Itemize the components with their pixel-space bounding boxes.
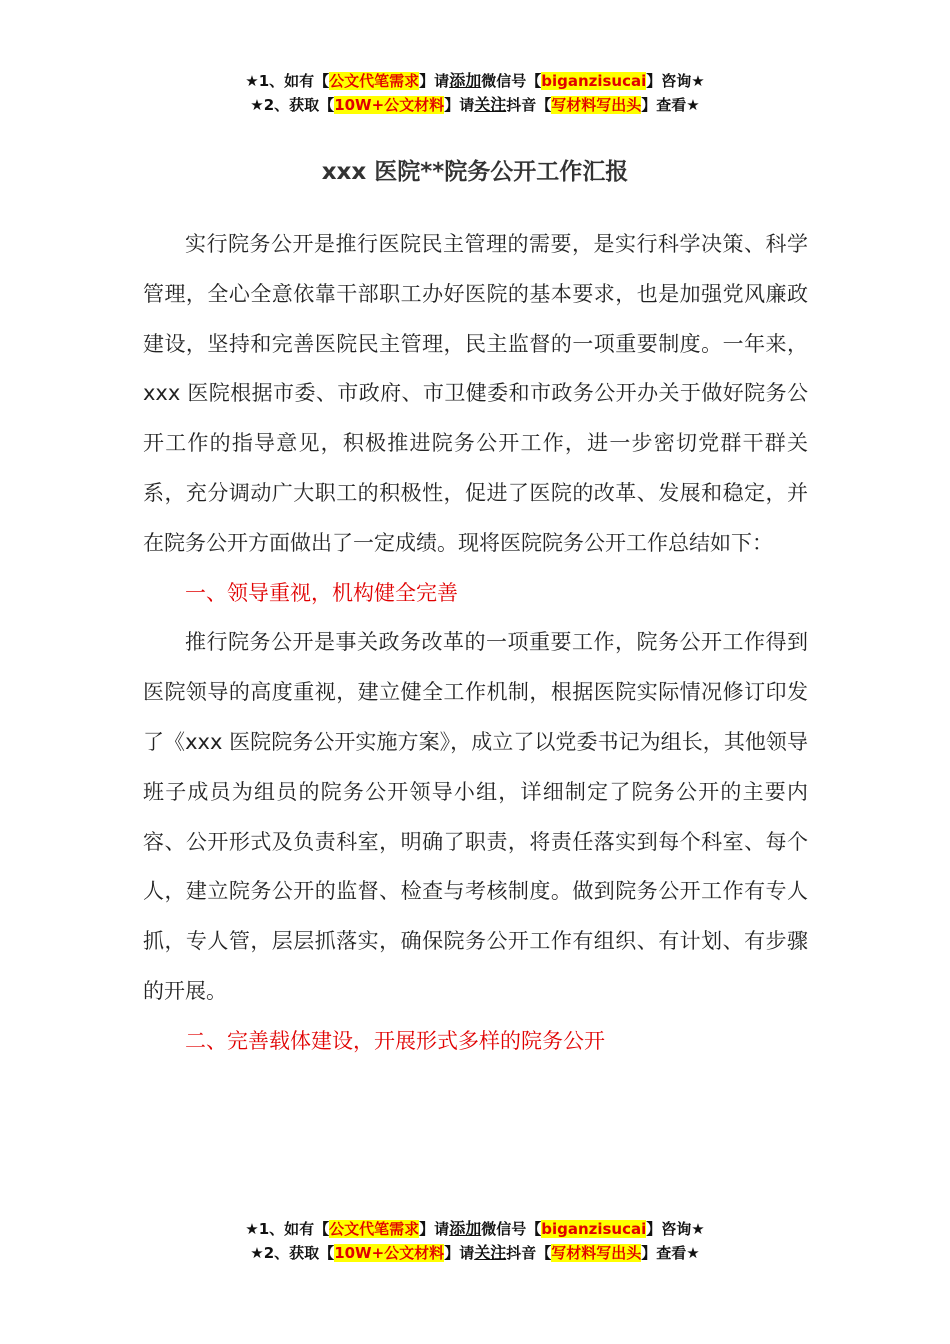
underlined-add: 添加 bbox=[449, 1219, 482, 1238]
banner-line-1 bbox=[0, 1217, 950, 1241]
banner-text: 】查看★ bbox=[641, 96, 700, 114]
banner-text: 】请 bbox=[444, 1244, 475, 1262]
underlined-add: 添加 bbox=[449, 71, 482, 90]
banner-text: 】查看★ bbox=[641, 1244, 700, 1262]
banner-line-2 bbox=[0, 93, 950, 117]
highlight-douyin-account: 写材料写出头 bbox=[551, 1244, 642, 1262]
banner-text: 】请 bbox=[444, 96, 475, 114]
section-1-heading: 一、领导重视，机构健全完善 bbox=[185, 580, 458, 605]
intro-paragraph: 实行院务公开是推行医院民主管理的需要，是实行科学决策、科学管理，全心全意依靠干部职工办好医院的基本要求，也是加强党风廉政建设，坚持和完善医院民主管理，民主监督的一项重要制度。一年来，xxx 医院根据市委、市政府、市卫健委和市政务公开办关于做好院务公开工作的指导意见，积极推进院务公开工作，进一步密切党群干群关系，充分调动广大职工的积极性，促进了医院的改革、发展和稳定，并在院务公开方面做出了一定成绩。现将医院院务公开工作总结如下： bbox=[143, 232, 808, 555]
highlight-douyin-account: 写材料写出头 bbox=[551, 96, 642, 114]
highlight-materials: 10W+公文材料 bbox=[334, 1244, 445, 1262]
highlight-ghostwriting: 公文代笔需求 bbox=[329, 1220, 420, 1238]
highlight-ghostwriting: 公文代笔需求 bbox=[329, 72, 420, 90]
banner-text: 】请 bbox=[419, 72, 450, 90]
highlight-wechat-id: biganzisucai bbox=[541, 1220, 647, 1238]
footer-banner bbox=[0, 1217, 950, 1265]
banner-text: 微信号【 bbox=[481, 1220, 542, 1238]
document-title: xxx 医院**院务公开工作汇报 bbox=[321, 159, 629, 185]
banner-text: 抖音【 bbox=[506, 96, 552, 114]
banner-text: ★1、如有【 bbox=[245, 1220, 330, 1238]
banner-text: 】咨询★ bbox=[646, 1220, 705, 1238]
underlined-follow: 关注 bbox=[474, 95, 507, 114]
banner-text: ★1、如有【 bbox=[245, 72, 330, 90]
highlight-wechat-id: biganzisucai bbox=[541, 72, 647, 90]
banner-text: 】请 bbox=[419, 1220, 450, 1238]
banner-text: 抖音【 bbox=[506, 1244, 552, 1262]
header-banner bbox=[0, 69, 950, 117]
highlight-materials: 10W+公文材料 bbox=[334, 96, 445, 114]
banner-text: 微信号【 bbox=[481, 72, 542, 90]
section-2-heading: 二、完善载体建设，开展形式多样的院务公开 bbox=[185, 1028, 605, 1053]
underlined-follow: 关注 bbox=[474, 1243, 507, 1262]
banner-line-2 bbox=[0, 1241, 950, 1265]
banner-text: ★2、获取【 bbox=[250, 1244, 335, 1262]
section-1-paragraph: 推行院务公开是事关政务改革的一项重要工作，院务公开工作得到医院领导的高度重视，建立健全工作机制，根据医院实际情况修订印发了《xxx 医院院务公开实施方案》，成立了以党委书记为组长，其他领导班子成员为组员的院务公开领导小组，详细制定了院务公开的主要内容、公开形式及负责科室，明确了职责，将责任落实到每个科室、每个人，建立院务公开的监督、检查与考核制度。做到院务公开工作有专人抓，专人管，层层抓落实，确保院务公开工作有组织、有计划、有步骤的开展。 bbox=[143, 630, 808, 1003]
banner-text: 】咨询★ bbox=[646, 72, 705, 90]
banner-line-1 bbox=[0, 69, 950, 93]
document-body bbox=[143, 220, 808, 1067]
banner-text: ★2、获取【 bbox=[250, 96, 335, 114]
